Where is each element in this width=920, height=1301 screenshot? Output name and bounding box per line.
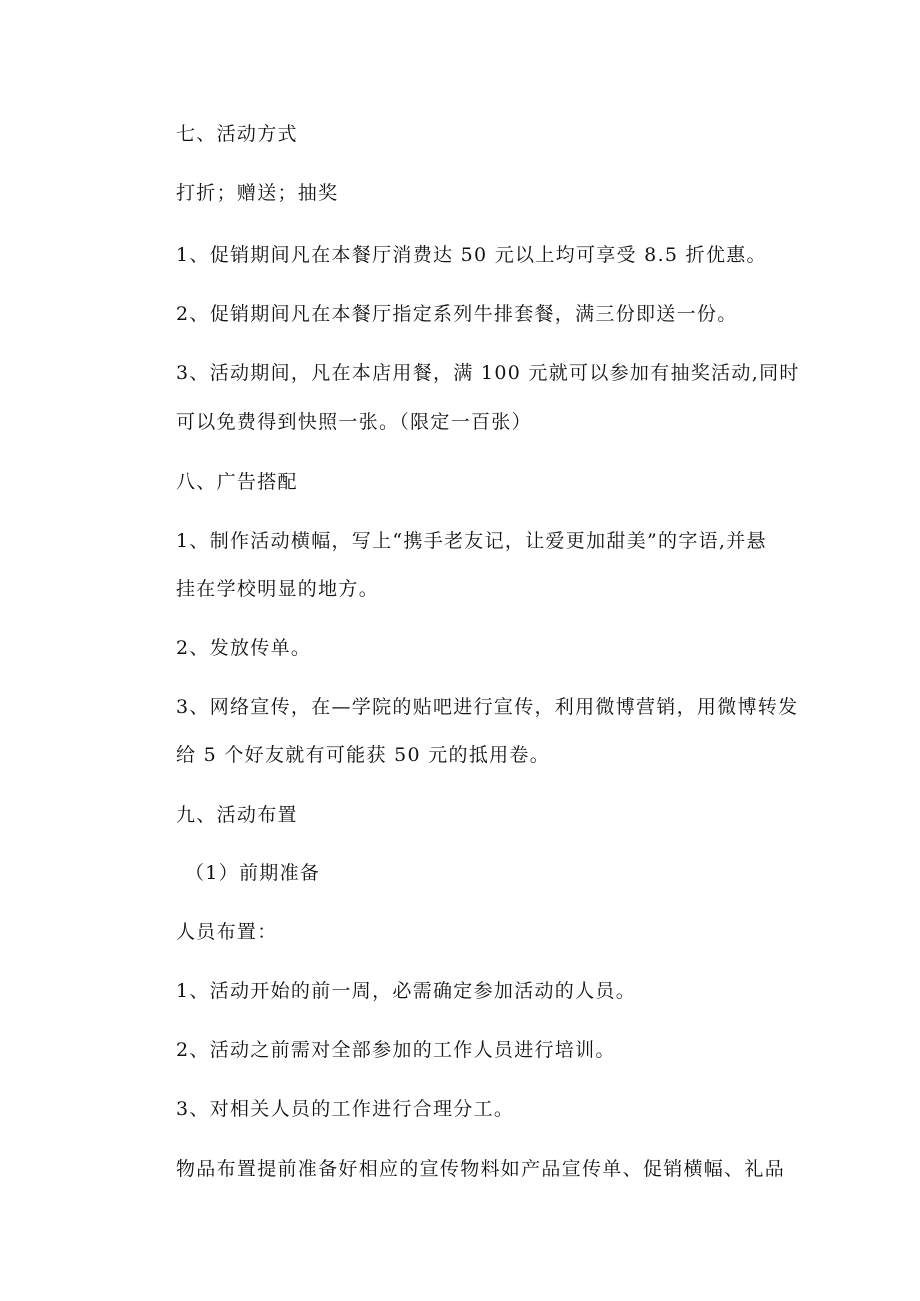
paragraph-materials-preparation: 物品布置提前准备好相应的宣传物料如产品宣传单、促销横幅、礼品 [176,1158,786,1180]
subheading-preparation: （1）前期准备 [185,862,321,884]
paragraph-staffing-label: 人员布置： [176,921,278,943]
paragraph-banner-line-1: 1、制作活动横幅，写上“携手老友记，让爱更加甜美”的字语,并悬 [176,530,767,552]
paragraph-online-line-2: 给 5 个好友就有可能获 50 元的抵用卷。 [176,744,551,766]
paragraph-lottery-line-1: 3、活动期间，凡在本店用餐，满 100 元就可以参加有抽奖活动,同时 [176,362,800,384]
paragraph-discount-rule: 1、促销期间凡在本餐厅消费达 50 元以上均可享受 8.5 折优惠。 [176,244,767,266]
paragraph-staff-training: 2、活动之前需对全部参加的工作人员进行培训。 [176,1039,616,1061]
paragraph-steak-offer: 2、促销期间凡在本餐厅指定系列牛排套餐，满三份即送一份。 [176,303,738,325]
section-heading-advertising: 八、广告搭配 [176,471,298,493]
paragraph-online-line-1: 3、网络宣传，在—学院的贴吧进行宣传，利用微博营销，用微博转发 [176,696,799,718]
paragraph-lottery-line-2: 可以免费得到快照一张。（限定一百张） [176,411,532,433]
paragraph-task-assignment: 3、对相关人员的工作进行合理分工。 [176,1098,515,1120]
section-heading-activity-method: 七、活动方式 [176,123,298,145]
paragraph-banner-line-2: 挂在学校明显的地方。 [176,578,380,600]
section-heading-activity-setup: 九、活动布置 [176,804,298,826]
paragraph-staff-confirmation: 1、活动开始的前一周，必需确定参加活动的人员。 [176,980,636,1002]
paragraph-activity-types: 打折；赠送；抽奖 [176,182,339,204]
paragraph-flyers: 2、发放传单。 [176,637,312,659]
